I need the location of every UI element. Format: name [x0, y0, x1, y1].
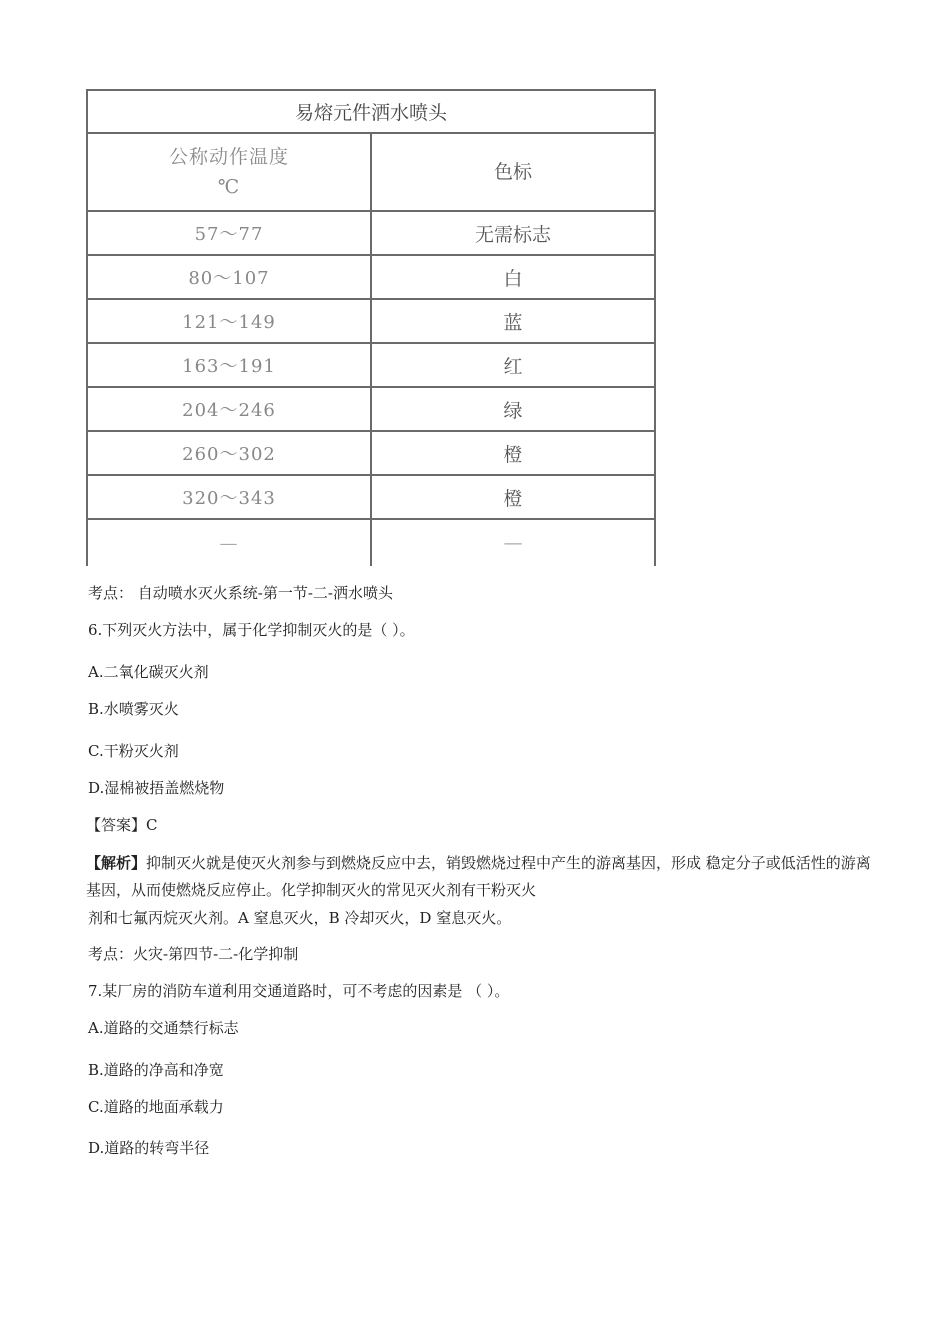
temp-cell: —: [87, 519, 371, 566]
q6-analysis: [86, 850, 876, 904]
header-temperature: [87, 133, 371, 211]
q7-question: 7.某厂房的消防车道利用交通道路时，可不考虑的因素是 （ ）。: [88, 982, 510, 1000]
table-row: [87, 475, 655, 519]
sprinkler-table-container: [86, 89, 658, 565]
q6-answer: [86, 814, 158, 835]
table-row: [87, 255, 655, 299]
header-color: 色标: [371, 133, 655, 211]
color-cell: 绿: [371, 387, 655, 431]
temp-cell: 57～77: [87, 211, 371, 255]
color-cell: 无需标志: [371, 211, 655, 255]
table-row: [87, 211, 655, 255]
analysis-label: 【解析】: [86, 854, 147, 872]
header-temperature-unit: ℃: [217, 176, 241, 198]
temp-cell: 163～191: [87, 343, 371, 387]
q7-option-d: D.道路的转弯半径: [88, 1139, 210, 1157]
color-cell: 红: [371, 343, 655, 387]
color-cell: 橙: [371, 475, 655, 519]
table-row: [87, 519, 655, 566]
temp-cell: 121～149: [87, 299, 371, 343]
temp-cell: 260～302: [87, 431, 371, 475]
temp-cell: 320～343: [87, 475, 371, 519]
q6-analysis-cont: 剂和七氟丙烷灭火剂。A 窒息灭火，B 冷却灭火，D 窒息灭火。: [88, 909, 512, 927]
q6-option-c: C.干粉灭火剂: [88, 742, 179, 760]
table-title: 易熔元件洒水喷头: [87, 90, 655, 133]
table-row: [87, 299, 655, 343]
q6-option-d: D.湿棉被捂盖燃烧物: [88, 779, 225, 797]
q6-option-b: B.水喷雾灭火: [88, 700, 179, 718]
color-cell: 蓝: [371, 299, 655, 343]
q7-option-b: B.道路的净高和净宽: [88, 1061, 224, 1079]
kaodian-q5: 考点： 自动喷水灭火系统-第一节-二-洒水喷头: [88, 584, 393, 602]
q6-question: 6.下列灭火方法中，属于化学抑制灭火的是（ ）。: [88, 621, 415, 639]
table-row: [87, 387, 655, 431]
temp-cell: 80～107: [87, 255, 371, 299]
temp-cell: 204～246: [87, 387, 371, 431]
q7-option-c: C.道路的地面承载力: [88, 1098, 224, 1116]
table-row: [87, 431, 655, 475]
header-temperature-label: 公称动作温度: [168, 146, 289, 168]
color-cell: 橙: [371, 431, 655, 475]
color-cell: 白: [371, 255, 655, 299]
q6-option-a: A.二氧化碳灭火剂: [88, 663, 209, 681]
color-cell: —: [371, 519, 655, 566]
analysis-text: 抑制灭火就是使灭火剂参与到燃烧反应中去，销毁燃烧过程中产生的游离基因，形成 稳定分子或低活性的游离基因，从而使燃烧反应停止。化学抑制灭火的常见灭火剂有干粉灭火: [86, 854, 871, 899]
answer-label: 【答案】: [86, 816, 147, 834]
table-row: [87, 343, 655, 387]
q7-option-a: A.道路的交通禁行标志: [88, 1019, 239, 1037]
sprinkler-color-table: [86, 89, 656, 566]
kaodian-q6: 考点：火灾-第四节-二-化学抑制: [88, 945, 299, 963]
answer-value: C: [146, 816, 158, 834]
